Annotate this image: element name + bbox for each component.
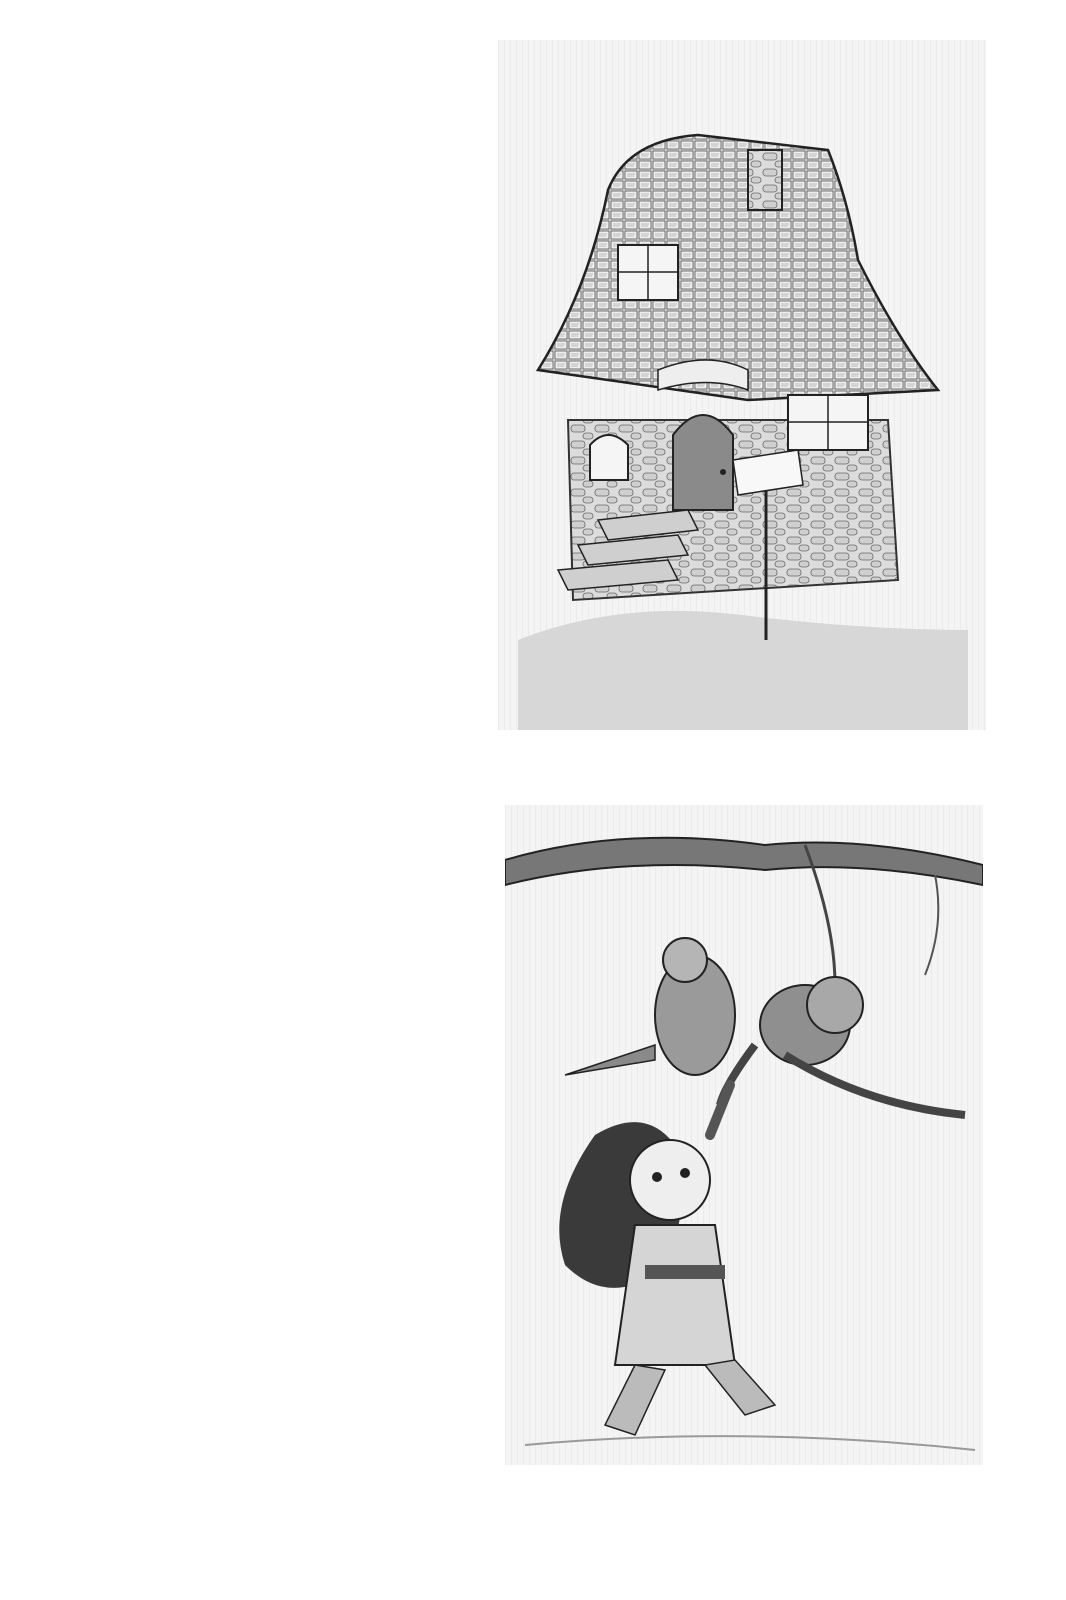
front-door [673, 415, 733, 510]
monkey-head [807, 977, 863, 1033]
parrot-head [663, 938, 707, 982]
left-window [590, 435, 628, 480]
bookshop-illustration [498, 40, 986, 730]
girl-belt [645, 1265, 725, 1279]
girl-face [630, 1140, 710, 1220]
bookshop-drawing [498, 40, 986, 730]
grass-ground [518, 611, 968, 730]
jungle-drawing [505, 805, 983, 1465]
girl-eye-left [652, 1172, 662, 1182]
girl-eye-right [680, 1168, 690, 1178]
jungle-illustration [505, 805, 983, 1465]
girl-dress [615, 1225, 735, 1365]
chimney [748, 150, 782, 210]
door-knob [720, 469, 726, 475]
